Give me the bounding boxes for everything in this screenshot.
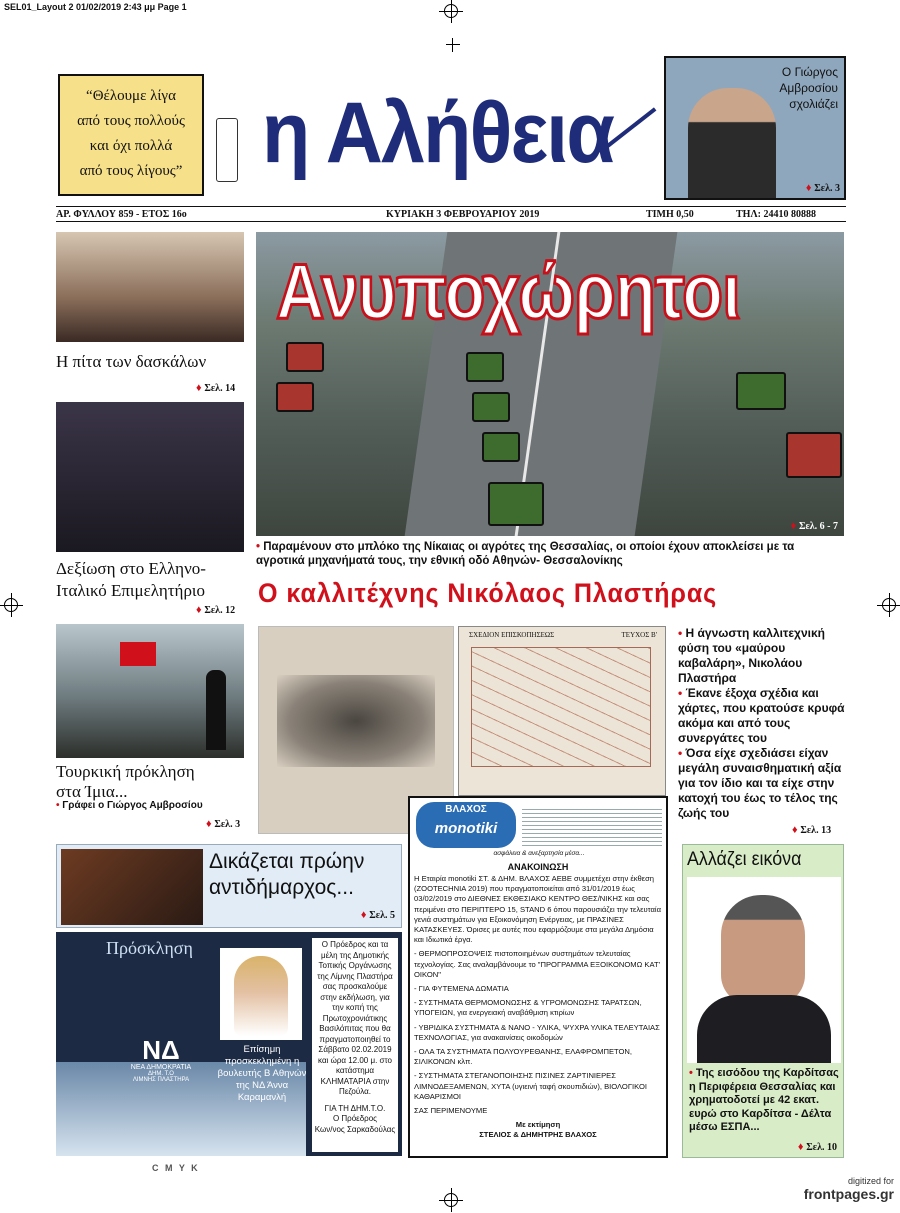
guest-photo [220, 948, 302, 1040]
region-title: Αλλάζει εικόνα [687, 849, 802, 870]
invitation-title: Πρόσκληση [106, 938, 193, 958]
teachers-pie-ref: ♦ Σελ. 14 [196, 382, 235, 394]
ad-tagline: ασφάλεια & ανεξαρτησία μέσα... [493, 850, 585, 857]
art-bullet-text: Έκανε έξοχα σχέδια και χάρτες, που κρατούσε κρυφά ακόμα και από τους συνεργάτες του [678, 686, 845, 745]
ad-contact-block [522, 806, 662, 846]
trial-ref: ♦ Σελ. 5 [361, 909, 395, 921]
tractor-icon [466, 352, 504, 382]
ad-brand-sub: monotiki [434, 820, 498, 837]
art-bullet: • Η άγνωστη καλλιτεχνική φύση του «μαύρου καβαλάρη», Νικολάου Πλαστήρα [678, 626, 825, 685]
ad-brand: ΒΛΑΧΟΣ [445, 804, 487, 815]
ad-sign-label: Με εκτίμηση [515, 1120, 561, 1130]
map-image[interactable] [458, 626, 666, 796]
tractor-icon [286, 342, 324, 372]
ad-heading: ΑΝΑΚΟΙΝΩΣΗ [507, 862, 569, 872]
map-label: ΣΧΕΔΙΟΝ ΕΠΙΣΚΟΠΗΣΕΩΣ [469, 631, 555, 639]
imia-ref: ♦ Σελ. 3 [206, 818, 240, 830]
columnist-page-ref: ♦ Σελ. 3 [806, 182, 840, 194]
watermark-line: frontpages.gr [803, 1186, 894, 1202]
tractor-icon [488, 482, 544, 526]
caption-line: Τουρκική πρόκληση [56, 762, 195, 781]
nd-branch: ΔΗΜ. Τ.Ο [148, 1071, 174, 1077]
slug-line: SEL01_Layout 2 01/02/2019 2:43 μμ Page 1 [4, 2, 187, 12]
phone: ΤΗΛ: 24410 80888 [736, 209, 816, 220]
watermark [804, 1176, 894, 1202]
trial-box[interactable] [56, 844, 402, 928]
nd-logo-mark: ΝΔ [142, 1035, 180, 1065]
lead-ref: ♦ Σελ. 6 - 7 [791, 520, 838, 532]
issue-number: ΑΡ. ΦΥΛΛΟΥ 859 - ΕΤΟΣ 16ο [56, 209, 187, 220]
gavel-photo [61, 849, 203, 925]
ad-intro: Η Εταιρία monotiki ΣΤ. & ΔΗΜ. ΒΛΑΧΟΣ ΑΕΒΕ συμμετέχει στην έκθεση (ZOOTECHNIA 2019) που πραγματοποιείται από 31/01/2019 έως 03/02/2019 στο ΔΙΕΘΝΕΣ ΕΚΘΕΣΙΑΚΟ ΚΕΝΤΡΟ ΘΕΣ/ΝΙΚΗΣ και σας περιμένει στο ΠΕΡΙΠΤΕΡΟ 15, STAND 6 όπου παρουσιάζει την τελευταία γενιά συστημάτων για Εξοικονόμηση Ενέργειας, με ΠΡΑΣΙΝΕΣ ΚΑΤΑΣΚΕΥΕΣ. Όρισες με αυτές που εφαρμόζουμε στα μεγάλα Δημόσια και Ιδιωτικά έργα. [414, 874, 662, 945]
columnist-label-line: σχολιάζει [789, 97, 838, 111]
ad-item: - ΘΕΡΜΟΠΡΟΣΟΨΕΙΣ πιστοποιημένων συστημάτων τελευταίας τεχνολογίας. Σας αναλαμβάνουμε το "ΠΡΟΓΡΑΜΜΑ ΕΞΟΙΚΟΝΟΜΩ ΚΑΤ' ΟΙΚΟΝ" [414, 949, 661, 979]
signature-line: Ο Πρόεδρος [332, 1114, 378, 1123]
ad-item: - ΓΙΑ ΦΥΤΕΜΕΝΑ ΔΩΜΑΤΙΑ [414, 984, 509, 994]
chamber-reception-photo[interactable] [56, 402, 244, 552]
columnist-label [779, 64, 838, 112]
info-bar [56, 206, 846, 222]
caption-line: Ιταλικό Επιμελητήριο [56, 581, 206, 600]
governor-photo [687, 877, 841, 1063]
ad-closing: ΣΑΣ ΠΕΡΙΜΕΝΟΥΜΕ [414, 1106, 488, 1116]
invitation-box[interactable] [56, 932, 402, 1156]
registration-mark-bottom [444, 1193, 458, 1207]
tractor-icon [276, 382, 314, 412]
quote-line: από τους λίγους” [79, 163, 183, 179]
signature-line: ΓΙΑ ΤΗ ΔΗΜ.Τ.Ο. [324, 1103, 386, 1113]
tractor-icon [472, 392, 510, 422]
columnist-label-line: Ο Γιώργος [781, 65, 838, 79]
map-drawing [471, 647, 651, 767]
sketch-drawing [277, 675, 435, 767]
chamber-reception-ref: ♦ Σελ. 12 [196, 604, 235, 616]
imia-byline: • Γράφει ο Γιώργος Αμβροσίου [56, 800, 203, 811]
invitation-body-text: Ο Πρόεδρος και τα μέλη της Δημοτικής Τοπικής Οργάνωσης της Λίμνης Πλαστήρα σας προσκαλούμε στην εκδήλωση, για την κοπή της Πρωτοχρονιάτικης Βασιλόπιτας που θα πραγματοποιηθεί το Σάββατο 02.02.2019 και ώρα 12.00 μ. στο κατάστημα ΚΛΗΜΑΤΑΡΙΑ στην Πεζούλα. [317, 940, 393, 1096]
art-ref: ♦ Σελ. 13 [792, 824, 831, 836]
guest-caption: Επίσημη προσκεκλημένη η βουλευτής Β Αθηνών της ΝΔ Άννα Καραμανλή [217, 1044, 307, 1103]
quote-box [58, 74, 204, 196]
watermark-line: digitized for [847, 1176, 894, 1186]
quote-line: και όχι πολλά [89, 138, 173, 154]
ad-item: - ΥΒΡΙΔΙΚΑ ΣΥΣΤΗΜΑΤΑ & NANO - ΥΛΙΚΑ, ΨΥΧΡΑ ΥΛΙΚΑ ΤΕΛΕΥΤΑΙΑΣ ΤΕΧΝΟΛΟΓΙΑΣ, για ανακαινίσεις οικοδομών [414, 1022, 660, 1042]
lead-summary: • Παραμένουν στο μπλόκο της Νίκαιας οι αγρότες της Θεσσαλίας, οι οποίοι έχουν αποκλείσει με τα αγροτικά μηχανήματά τους, την εθνική οδό Αθηνών- Θεσσαλονίκης [256, 541, 795, 567]
map-code: ΤΕΥΧΟΣ Β' [621, 631, 657, 639]
ad-item: - ΣΥΣΤΗΜΑΤΑ ΣΤΕΓΑΝΟΠΟΙΗΣΗΣ ΠΙΣΙΝΕΣ ΖΑΡΤΙΝΙΕΡΕΣ ΛΙΜΝΟΔΕΞΑΜΕΝΩΝ, ΧΥΤΑ (υγιεινή ταφή σκουπιδιών), ΒΙΟΛΟΓΙΚΟΙ ΚΑΘΑΡΙΣΜΟΙ [414, 1071, 647, 1101]
nd-branch: ΛΙΜΝΗΣ ΠΛΑΣΤΗΡΑ [132, 1077, 190, 1083]
trial-line: αντιδήμαρχος... [209, 876, 354, 899]
art-bullets [678, 626, 846, 821]
trial-line: Δικάζεται πρώην [209, 850, 365, 873]
columnist-photo [688, 88, 776, 200]
imia-caption[interactable] [56, 762, 195, 802]
region-ref: ♦ Σελ. 10 [798, 1141, 837, 1153]
registration-mark-top [444, 4, 458, 18]
ad-sign-names: ΣΤΕΛΙΟΣ & ΔΗΜΗΤΡΗΣ ΒΛΑΧΟΣ [479, 1130, 597, 1140]
art-headline[interactable]: Ο καλλιτέχνης Νικόλαος Πλαστήρας [258, 578, 718, 608]
turkish-flag [120, 642, 156, 666]
caption-line: στα Ίμια... [56, 782, 128, 801]
lead-headline: Ανυποχώρητοι [276, 247, 741, 335]
ad-item: - ΣΥΣΤΗΜΑΤΑ ΘΕΡΜΟΜΟΝΩΣΗΣ & ΥΓΡΟΜΟΝΩΣΗΣ ΤΑΡΑΤΣΩΝ, ΥΠΟΓΕΙΩΝ, για ενεργειακή αναβάθμιση κτιρίων [414, 998, 642, 1018]
quote-line: από τους πολλούς [77, 113, 185, 129]
teachers-pie-photo[interactable] [56, 232, 244, 342]
crosshair-top [446, 38, 460, 52]
price: ΤΙΜΗ 0,50 [646, 209, 694, 220]
nd-logo [126, 1036, 196, 1083]
columnist-box [664, 56, 846, 200]
nd-party: ΝΕΑ ΔΗΜΟΚΡΑΤΙΑ [130, 1064, 192, 1071]
art-bullet-text: Η άγνωστη καλλιτεχνική φύση του «μαύρου καβαλάρη», Νικολάου Πλαστήρα [678, 626, 825, 685]
imia-photo[interactable] [56, 624, 244, 758]
cmyk-strip: C M Y K [152, 1163, 200, 1173]
quote-line: “Θέλουμε λίγα [86, 88, 176, 104]
byline-text: Γράφει ο Γιώργος Αμβροσίου [62, 800, 203, 811]
columnist-label-line: Αμβροσίου [779, 81, 838, 95]
signature-line: Κων/νος Σαρκαδούλας [314, 1124, 396, 1134]
art-bullet: • Έκανε έξοχα σχέδια και χάρτες, που κρατούσε κρυφά ακόμα και από τους συνεργάτες του [678, 686, 845, 745]
art-bullet: • Όσα είχε σχεδιάσει είχαν μεγάλη συναισθηματική αξία για τον ίδιο και τα είχε στην κατοχή του έως το τέλος της ζωής του [678, 746, 842, 820]
issue-date: ΚΥΡΙΑΚΗ 3 ΦΕΒΡΟΥΑΡΙΟΥ 2019 [386, 209, 540, 220]
lead-photo[interactable] [256, 232, 844, 536]
region-text-body: Της εισόδου της Καρδίτσας η Περιφέρεια Θεσσαλίας και χρηματοδοτεί με 42 εκατ. ευρώ στο Καρδίτσα - Δέλτα μέσω ΕΣΠΑ... [689, 1067, 839, 1133]
ad-item: - ΟΛΑ ΤΑ ΣΥΣΤΗΜΑΤΑ ΠΟΛΥΟΥΡΕΘΑΝΗΣ, ΕΛΑΦΡΟΜΠΕΤΟΝ, ΣΙΛΙΚΟΝΩΝ κλπ. [414, 1047, 633, 1067]
tractor-icon [736, 372, 786, 410]
trial-headline [209, 849, 364, 901]
art-bullet-text: Όσα είχε σχεδιάσει είχαν μεγάλη συναισθηματική αξία για τον ίδιο και τα είχε στην κατοχή του έως το τέλος της ζωής του [678, 746, 842, 820]
invitation-body [312, 938, 398, 1152]
invitation-signature [314, 1104, 396, 1136]
tractor-icon [786, 432, 842, 478]
ad-logo [416, 802, 516, 848]
ad-body [414, 874, 662, 1141]
tractor-icon [482, 432, 520, 462]
chamber-reception-caption[interactable] [56, 558, 206, 602]
lead-summary-text: Παραμένουν στο μπλόκο της Νίκαιας οι αγρότες της Θεσσαλίας, οι οποίοι έχουν αποκλείσει με τα αγροτικά μηχανήματά τους, την εθνική οδό Αθηνών- Θεσσαλονίκης [256, 541, 795, 567]
certification-seal [216, 118, 238, 182]
region-box[interactable] [682, 844, 844, 1158]
registration-mark-right [882, 598, 896, 612]
soldier-silhouette [206, 670, 226, 750]
region-text: • Της εισόδου της Καρδίτσας η Περιφέρεια Θεσσαλίας και χρηματοδοτεί με 42 εκατ. ευρώ στο Καρδίτσα - Δέλτα μέσω ΕΣΠΑ... [689, 1067, 839, 1133]
teachers-pie-caption[interactable]: Η πίτα των δασκάλων [56, 352, 207, 371]
ad-box[interactable] [408, 796, 668, 1158]
registration-mark-left [4, 598, 18, 612]
caption-line: Δεξίωση στο Ελληνο- [56, 559, 206, 578]
masthead-title: η Αλήθεια [262, 85, 614, 181]
